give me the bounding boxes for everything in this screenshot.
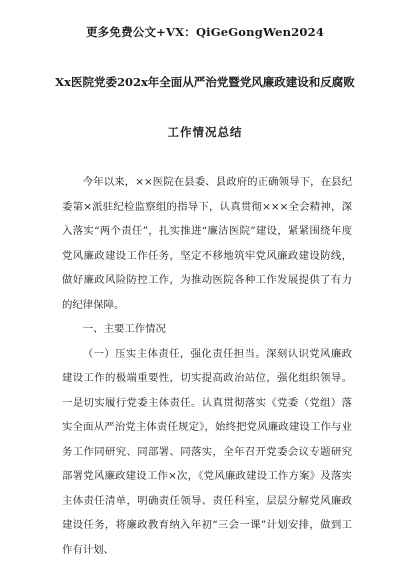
intro-paragraph: 今年以来，××医院在县委、县政府的正确领导下，在县纪委第×派驻纪检监察组的指导下，认真贯彻×××全会精神，深入落实“两个责任”，扎实推进“廉洁医院”建设，紧紧围绕年度党风廉政建设工作任务，坚定不移地筑牢党风廉政建设防线，做好廉政风险防控工作，为推动医院各种工作发展提供了有力的纪律保障。 (62, 176, 352, 311)
document-header-banner: 更多免费公文+VX：QiGeGongWen2024 (85, 25, 325, 39)
document-title-line-1: Xx医院党委202x年全面从严治党暨党风廉政建设和反腐败 (55, 75, 355, 89)
section-heading: 一、主要工作情况 (82, 323, 166, 335)
body-paragraph: （一）压实主体责任，强化责任担当。深刻认识党风廉政建设工作的极端重要性，切实提高政治站位，强化组织领导。一是切实履行党委主体责任。认真贯彻落实《党委（党组）落实全面从严治党主体责任规定》，始终把党风廉政建设工作与业务工作同研究、同部署、同落实，全年召开党委会议专题研究部署党风廉政建设工作×次，《党风廉政建设工作方案》及落实主体责任清单，明确责任领导、责任科室，层层分解党风廉政建设任务，将廉政教育纳入年初“三会一课”计划安排，做到工作有计划、 (62, 347, 352, 556)
document-body (62, 170, 352, 562)
document-title-line-2: 工作情况总结 (167, 125, 243, 139)
